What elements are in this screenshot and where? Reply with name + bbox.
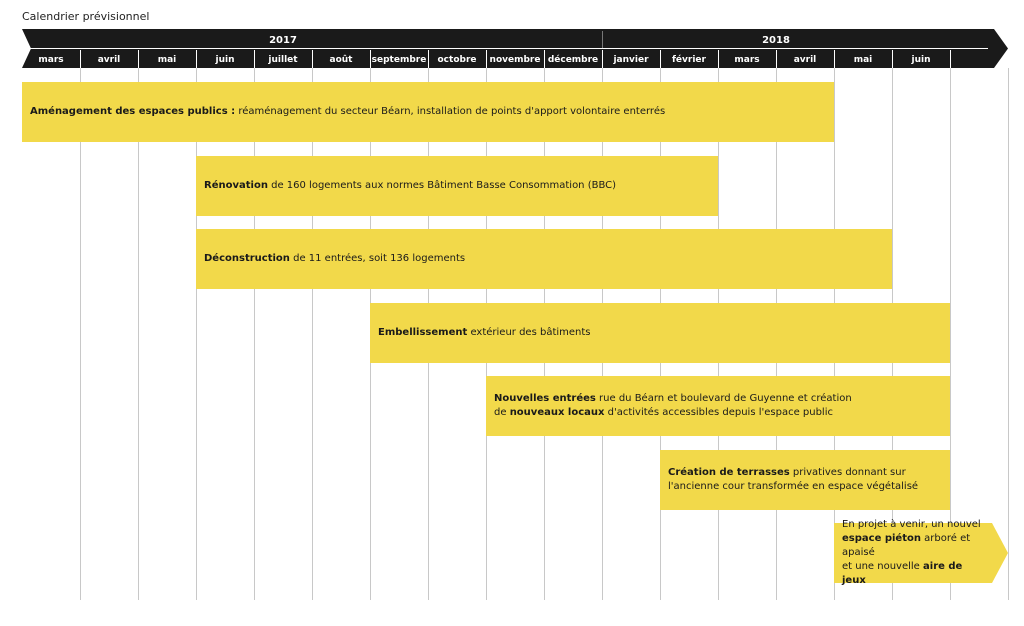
month-label: octobre	[437, 55, 477, 65]
task-label-text: de 11 entrées, soit 136 logements	[289, 253, 466, 264]
task-label	[370, 303, 950, 363]
task-label	[834, 519, 992, 586]
task-label	[486, 376, 950, 436]
task-label-text: l'ancienne cour transformée en espace végétalisé	[668, 481, 919, 492]
year-label: 2018	[762, 35, 790, 46]
task-label-line	[494, 392, 852, 406]
month-label: juillet	[268, 55, 298, 65]
task-label-line	[668, 480, 918, 494]
month-label: avril	[97, 55, 121, 65]
month-label: mai	[157, 55, 177, 65]
task-label-line	[668, 466, 918, 480]
task-label-text: et une nouvelle	[842, 561, 924, 572]
task-label	[196, 229, 892, 289]
task-label-text: arboré et apaisé	[842, 533, 971, 558]
task-label-line	[378, 326, 591, 340]
task-label-line	[842, 518, 984, 532]
month-label: février	[672, 55, 706, 65]
task-label-text: extérieur des bâtiments	[467, 327, 591, 338]
task-label-text: d'activités accessibles depuis l'espace public	[604, 407, 833, 418]
task-label-line	[494, 406, 852, 420]
task-label-bold: Création de terrasses	[668, 467, 790, 478]
task-label-text: En projet à venir, un nouvel	[842, 519, 981, 530]
month-label: septembre	[371, 55, 427, 65]
task-label-line	[842, 560, 984, 588]
month-label: novembre	[489, 55, 541, 65]
task-label-bold: espace piéton	[842, 533, 921, 544]
task-label-bold: Déconstruction	[204, 253, 290, 264]
task-label-text: privatives donnant sur	[789, 467, 906, 478]
task-label-text: réaménagement du secteur Béarn, installation de points d'apport volontaire enterrés	[235, 106, 666, 117]
task-label-bold: nouveaux locaux	[509, 407, 605, 418]
task-label-bold: Nouvelles entrées	[494, 393, 596, 404]
month-label: juin	[215, 55, 235, 65]
month-label: mars	[38, 55, 64, 65]
task-label-bold: Aménagement des espaces publics :	[30, 106, 236, 117]
month-label: juin	[911, 55, 931, 65]
task-label	[660, 450, 950, 510]
task-label	[22, 82, 834, 142]
chart-title: Calendrier prévisionnel	[22, 10, 150, 23]
task-label-bold: Embellissement	[378, 327, 468, 338]
task-label-line	[30, 105, 665, 119]
month-label: décembre	[547, 55, 599, 65]
month-label: août	[329, 55, 353, 65]
task-label-bold: Rénovation	[204, 180, 268, 191]
month-label: avril	[793, 55, 817, 65]
task-label-text: de	[494, 407, 510, 418]
task-label-line	[204, 179, 616, 193]
task-label-text: rue du Béarn et boulevard de Guyenne et création	[595, 393, 852, 404]
month-label: mai	[853, 55, 873, 65]
task-label	[196, 156, 718, 216]
month-label: janvier	[613, 55, 649, 65]
task-label-bold: aire de jeux	[842, 561, 963, 586]
month-label: mars	[734, 55, 760, 65]
task-label-line	[842, 532, 984, 560]
task-label-line	[204, 252, 465, 266]
year-label: 2017	[269, 35, 297, 46]
task-label-text: de 160 logements aux normes Bâtiment Basse Consommation (BBC)	[267, 180, 617, 191]
